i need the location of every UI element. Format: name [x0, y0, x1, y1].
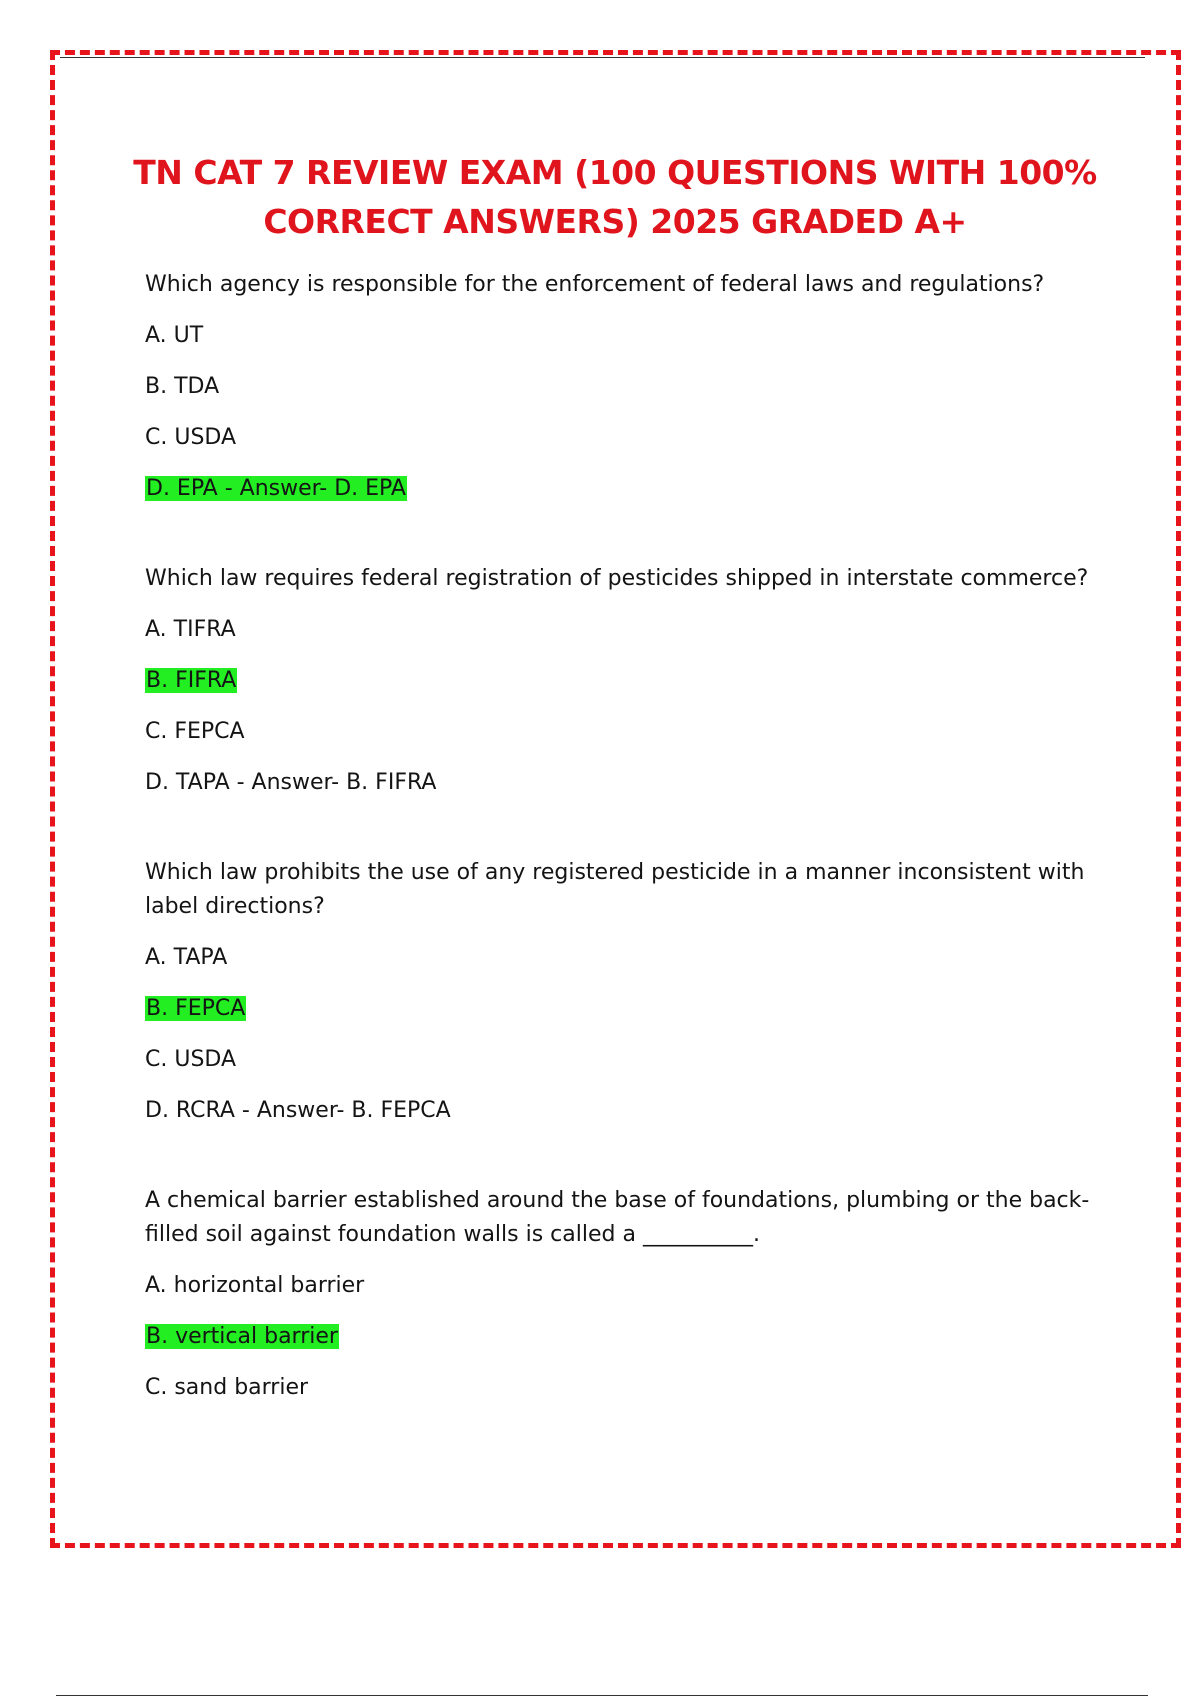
answer-option: D. RCRA - Answer- B. FEPCA	[145, 1098, 451, 1123]
question-text: Which agency is responsible for the enforcement of federal laws and regulations?	[145, 272, 1045, 297]
question-block	[145, 1184, 1100, 1405]
question-list	[145, 268, 1100, 1405]
question-text-continued: label directions?	[145, 894, 325, 919]
question-text: Which law prohibits the use of any registered pesticide in a manner inconsistent with	[145, 860, 1085, 885]
footer-rule	[56, 1695, 1148, 1696]
answer-option: C. sand barrier	[145, 1375, 309, 1400]
answer-option: C. USDA	[145, 425, 237, 450]
answer-highlight: B. FIFRA	[146, 668, 237, 693]
answer-option: A. UT	[145, 323, 204, 348]
answer-highlight: D. EPA - Answer- D. EPA	[146, 476, 406, 501]
title-line-1: TN CAT 7 REVIEW EXAM (100 QUESTIONS WITH 100%	[133, 153, 1097, 192]
question-text: Which law requires federal registration of pesticides shipped in interstate commerce?	[145, 566, 1089, 591]
answer-highlight: B. vertical barrier	[146, 1324, 338, 1349]
question-text-continued: filled soil against foundation walls is called a __________.	[145, 1222, 760, 1247]
title-line-2: CORRECT ANSWERS) 2025 GRADED A+	[263, 202, 967, 241]
question-text: A chemical barrier established around the base of foundations, plumbing or the back-	[145, 1188, 1090, 1213]
correct-answer-option	[145, 472, 1100, 506]
answer-option: A. horizontal barrier	[145, 1273, 365, 1298]
answer-highlight: B. FEPCA	[146, 996, 246, 1021]
question-block	[145, 856, 1100, 1128]
answer-option: D. TAPA - Answer- B. FIFRA	[145, 770, 437, 795]
answer-option: C. FEPCA	[145, 719, 245, 744]
correct-answer-option	[145, 664, 1100, 698]
question-block	[145, 562, 1100, 800]
top-rule	[60, 57, 1145, 58]
answer-option: A. TIFRA	[145, 617, 236, 642]
answer-option: C. USDA	[145, 1047, 237, 1072]
question-block	[145, 268, 1100, 506]
document-title	[90, 148, 1140, 246]
correct-answer-option	[145, 1320, 1100, 1354]
answer-option: B. TDA	[145, 374, 220, 399]
answer-option: A. TAPA	[145, 945, 228, 970]
correct-answer-option	[145, 992, 1100, 1026]
